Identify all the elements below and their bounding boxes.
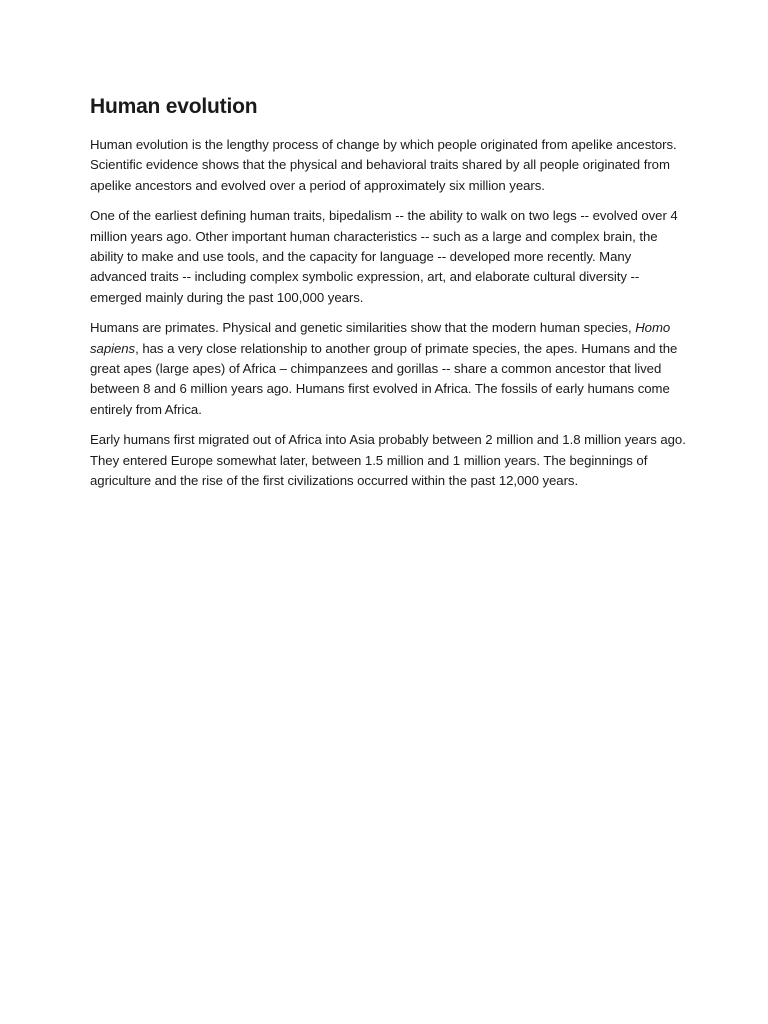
paragraph-primates-text-end: , has a very close relationship to another group of primate species, the apes. Humans and the great apes (large apes) of Africa – chimpanzees and gorillas -- share a common ancestor that lived between 8 and 6 million years ago. Humans first evolved in Africa. The fossils of early humans come entirely from Africa.: [90, 340, 678, 417]
paragraph-defining-traits: One of the earliest defining human traits, bipedalism -- the ability to walk on two legs -- evolved over 4 million years ago. Other important human characteristics -- such as a large and complex brain, the ability to make and use tools, and the capacity for language -- developed more recently. Many advanced traits -- including complex symbolic expression, art, and elaborate cultural diversity -- emerged mainly during the past 100,000 years.: [90, 208, 678, 305]
document-body: [90, 92, 688, 502]
paragraph-definition: Human evolution is the lengthy process of change by which people originated from apelike ancestors. Scientific evidence shows that the physical and behavioral traits shared by all people originated from apelike ancestors and evolved over a period of approximately six million years.: [90, 137, 677, 193]
paragraph-primates: [90, 318, 688, 420]
document-title: Human evolution: [90, 95, 258, 118]
paragraph-migration: Early humans first migrated out of Africa into Asia probably between 2 million and 1.8 million years ago. They entered Europe somewhat later, between 1.5 million and 1 million years. The beginnings of agriculture and the rise of the first civilizations occurred within the past 12,000 years.: [90, 432, 686, 489]
paragraph-primates-text-start: Humans are primates. Physical and genetic similarities show that the modern human species,: [90, 320, 636, 336]
species-name-italic: Homo sapiens: [90, 320, 671, 356]
